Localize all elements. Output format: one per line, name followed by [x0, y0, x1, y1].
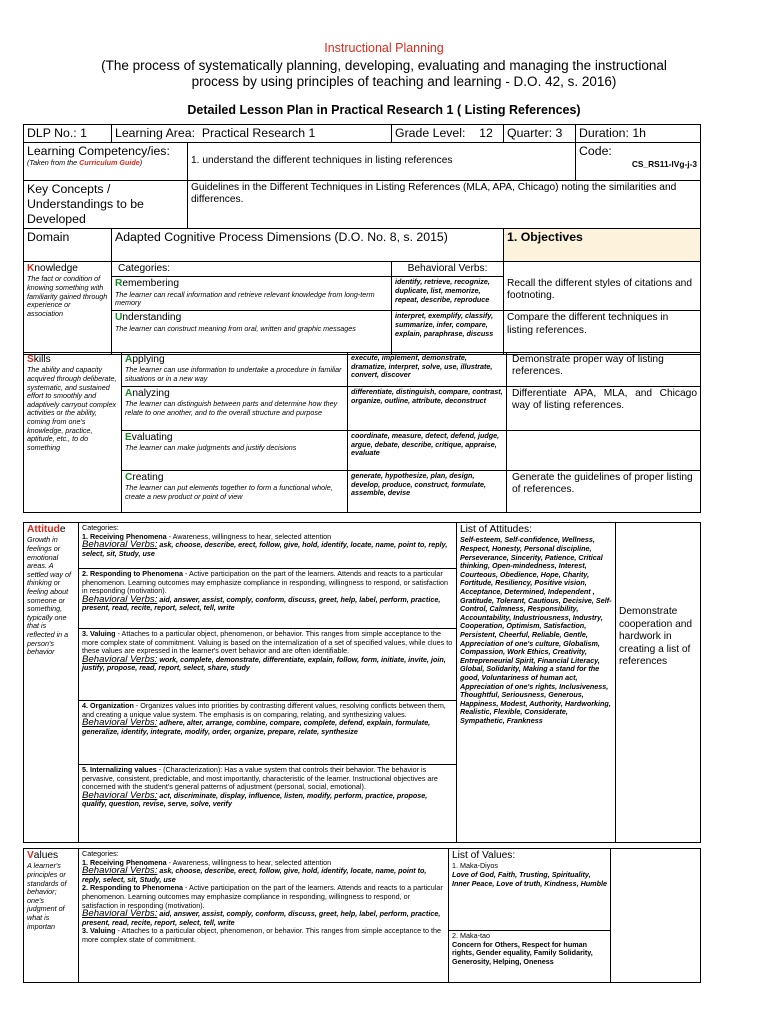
values-list-2: Concern for Others, Respect for human rights, Gender equality, Family Solidarity, Generosity, Helping, Oneness [452, 939, 593, 966]
creating-desc: The learner can put elements together to form a functional whole, create a new product or point of view [125, 483, 333, 501]
values-objective-cell [611, 849, 701, 983]
creating-title: Creating [125, 472, 164, 483]
values-list-1: Love of God, Faith, Trusting, Spirituality, Inner Peace, Love of truth, Kindness, Humble [452, 870, 607, 888]
understanding-desc: The learner can construct meaning from oral, written and graphic messages [115, 323, 356, 333]
competency-label-cell [24, 143, 188, 181]
remembering-cell [112, 277, 392, 311]
applying-verbs: execute, implement, demonstrate, dramatize, interpret, solve, use, illustrate, convert, discover [348, 353, 507, 387]
quarter: Quarter: 3 [504, 125, 576, 143]
dimensions-label: Adapted Cognitive Process Dimensions (D.O. No. 8, s. 2015) [112, 229, 504, 262]
values-desc: A learner's principles or standards of behavior; one's judgment of what is importan [27, 861, 67, 931]
applying-desc: The learner can use information to undertake a procedure in familiar situations or in a new way [125, 365, 342, 383]
evaluating-cell [122, 431, 348, 471]
evaluating-objective [507, 431, 701, 471]
plan-heading: Instructional Planning [324, 41, 444, 55]
skills-domain [24, 353, 122, 513]
analyzing-verbs: differentiate, distinguish, compare, contrast, organize, outline, attribute, deconstruct [348, 387, 507, 431]
attitude-item-5: 5. Internalizing values - (Characterization): Has a value system that controls their behavior. The behavior is pervasive, consistent, predictable, and most importantly, characteristic of the learner. Instructional objectives are concerned with the student's general patterns of adjustment (personal, social, emotional). Behavioral Verbs: act, discriminate, display, influence, listen, modify, perform, practice, propose, qualify, question, revise, serve, solve, verify [79, 765, 457, 843]
values-list-cell [449, 849, 611, 931]
dlp-number: DLP No.: 1 [24, 125, 112, 143]
skills-desc: The ability and capacity acquired through deliberate, systematic, and sustained effort to smoothly and adaptively carryout complex activities or the ability, coming from one's knowledge, practice, aptitude, etc., to do something [27, 365, 117, 452]
knowledge-title: Knowledge [27, 263, 78, 274]
values-list-2-head: 2. Maka-tao [452, 931, 490, 940]
attitude-list-label: List of Attitudes: [460, 524, 532, 535]
attitude-item-2: 2. Responding to Phenomena - Active participation on the part of the learners. Attends and reacts to a particular phenomenon. Learning outcomes may emphasize compliance in responding, willingness to respond, or satisfaction in responding (motivation). Behavioral Verbs: aid, answer, assist, comply, conform, discuss, greet, help, label, perform, practice, present, read, recite, report, select, tell, write [79, 569, 457, 629]
attitude-table [23, 522, 701, 843]
attitude-item-4: 4. Organization - Organizes values into priorities by contrasting different values, resolving conflicts between them, and creating a unique value system. The emphasis is on comparing, relating, and synthesizing values. Behavioral Verbs: adhere, alter, arrange, combine, compare, complete, defend, explain, formulate, generalize, identify, integrate, modify, order, organize, prepare, relate, synthesize [79, 701, 457, 765]
creating-verbs: generate, hypothesize, plan, design, develop, produce, construct, formulate, assemble, devise [348, 471, 507, 513]
objectives-label: 1. Objectives [504, 229, 701, 262]
values-domain [24, 849, 79, 983]
code-label: Code: [579, 144, 612, 158]
creating-objective: Generate the guidelines of proper listing of references. [507, 471, 701, 513]
evaluating-desc: The learner can make judgments and justify decisions [125, 443, 297, 453]
values-list-2-cell [449, 931, 611, 983]
values-list-1-head: 1. Maka-Diyos [452, 861, 498, 871]
understanding-verbs: interpret, exemplify, classify, summarize, infer, compare, explain, paraphrase, discuss [392, 311, 504, 355]
attitude-list: Self-esteem, Self-confidence, Wellness, Respect, Honesty, Personal discipline, Perseverance, Sincerity, Patience, Critical thinking, Open-mindedness, Interest, Courteous, Obedience, Hope, Charity, Fortitude, Resiliency, Positive vision, Acceptance, Determined, Independent , Gratitude, Tolerant, Cautious, Decisive, Self-Control, Calmness, Responsibility, Accountability, Industriousness, Industry, Cooperation, Optimism, Satisfaction, Persistent, Cheerful, Reliable, Gentle, Appreciation of one's culture, Globalism, Compassion, Work Ethics, Creativity, Entrepreneurial Spirit, Financial Literacy, Global, Solidarity, Making a stand for the good, Voluntariness of human act, Appreciation of one's rights, Inclusiveness, Thoughtful, Seriousness, Generous, Happiness, Modest, Authority, Hardworking, Realistic, Flexible, Considerate, Sympathetic, Frankness [460, 535, 612, 725]
lesson-plan-title: Detailed Lesson Plan in Practical Research 1 ( Listing References) [187, 103, 581, 117]
attitude-objective-cell [616, 523, 701, 843]
remembering-verbs: identify, retrieve, recognize, duplicate, list, memorize, repeat, describe, reproduce [392, 277, 504, 311]
knowledge-domain [24, 262, 112, 355]
applying-objective: Demonstrate proper way of listing references. [507, 353, 701, 387]
attitude-objective: Demonstrate cooperation and hardwork in creating a list of references [619, 606, 693, 668]
knowledge-desc: The fact or condition of knowing something with familiarity gained through experience or association [27, 274, 108, 318]
understanding-objective: Compare the different techniques in listing references. [504, 311, 701, 355]
evaluating-verbs: coordinate, measure, detect, defend, judge, argue, debate, describe, critique, appraise, evaluate [348, 431, 507, 471]
attitude-domain [24, 523, 79, 843]
understanding-title: Understanding [115, 312, 182, 324]
analyzing-desc: The learner can distinguish between parts and determine how they relate to one another, and to the overall structure and purpose [125, 399, 338, 417]
competency-value: 1. understand the different techniques in listing references [188, 143, 576, 181]
values-title: Values [27, 850, 59, 861]
skills-title: Skills [27, 354, 51, 365]
competency-note: (Taken from the Curriculum Guide) [27, 158, 143, 167]
remembering-objective: Recall the different styles of citations and footnoting. [504, 277, 701, 311]
attitude-item-1: Categories: 1. Receiving Phenomena - Awareness, willingness to hear, selected attention Behavioral Verbs: ask, choose, describe, erect, follow, give, hold, identify, locate, name, point to, reply, select, sit, Study, use [79, 523, 457, 569]
applying-title: Applying [125, 354, 165, 365]
analyzing-cell [122, 387, 348, 431]
code-cell [576, 143, 701, 181]
key-concepts-value: Guidelines in the Different Techniques in Listing References (MLA, APA, Chicago) noting the similarities and differences. [188, 181, 701, 229]
attitude-title: Attitude [27, 524, 66, 535]
learning-area: Learning Area: Practical Research 1 [112, 125, 392, 143]
creating-cell [122, 471, 348, 513]
understanding-cell [112, 311, 392, 355]
attitude-item-3: 3. Valuing - Attaches to a particular object, phenomenon, or behavior. This ranges from simple acceptance to the more complex state of commitment. Valuing is based on the internalization of a set of specified values, while clues to these values are expressed in the learner's overt behavior and are often identifiable. Behavioral Verbs: work, complete, demonstrate, differentiate, explain, follow, form, initiate, invite, join, justify, propose, read, report, select, share, study [79, 629, 457, 701]
attitude-desc: Growth in feelings or emotional areas. A settled way of thinking or feeling about someone or something, typically one that is reflected in a person's behavior [27, 535, 71, 657]
evaluating-title: Evaluating [125, 432, 173, 443]
values-table [23, 848, 701, 983]
subheading-line-1: (The process of systematically planning, developing, evaluating and managing the instructional [101, 58, 667, 73]
remembering-desc: The learner can recall information and retrieve relevant knowledge from long-term memory [115, 289, 375, 308]
competency-label: Learning Competency/ies: [27, 144, 170, 158]
skills-table [23, 352, 701, 513]
code-value: CS_RS11-IVg-j-3 [631, 159, 698, 169]
categories-label: Categories: [112, 262, 392, 277]
subheading-line-2: process by using principles of teaching and learning - D.O. 42, s. 2016) [191, 74, 617, 89]
attitude-list-cell [457, 523, 616, 843]
domain-label: Domain [24, 229, 112, 262]
grade-level: Grade Level: 12 [392, 125, 504, 143]
info-table [23, 124, 701, 355]
values-list-label: List of Values: [452, 850, 516, 861]
analyzing-title: Analyzing [125, 388, 170, 399]
key-concepts-label: Key Concepts / Understandings to be Developed [24, 181, 188, 229]
duration: Duration: 1h [576, 125, 701, 143]
applying-cell [122, 353, 348, 387]
values-categories: Categories: 1. Receiving Phenomena - Awareness, willingness to hear, selected attention Behavioral Verbs: ask, choose, describe, erect, follow, give, hold, identify, locate, name, point to, reply, select, sit, Study, use 2. Responding to Phenomena - Active participation on the part of the learners. Attends and reacts to a particular phenomenon. Learning outcomes may emphasize compliance in responding, willingness to respond, or satisfaction in responding (motivation). Behavioral Verbs: aid, answer, assist, comply, conform, discuss, greet, help, label, perform, practice, present, read, recite, report, select, tell, write 3. Valuing - Attaches to a particular object, phenomenon, or behavior. This ranges from simple acceptance to the more complex state of commitment. [79, 849, 449, 983]
plan-subheading [0, 58, 768, 90]
remembering-title: Remembering [115, 278, 179, 290]
analyzing-objective: Differentiate APA, MLA, and Chicago way of listing references. [507, 387, 701, 431]
verbs-label: Behavioral Verbs: [392, 262, 504, 277]
